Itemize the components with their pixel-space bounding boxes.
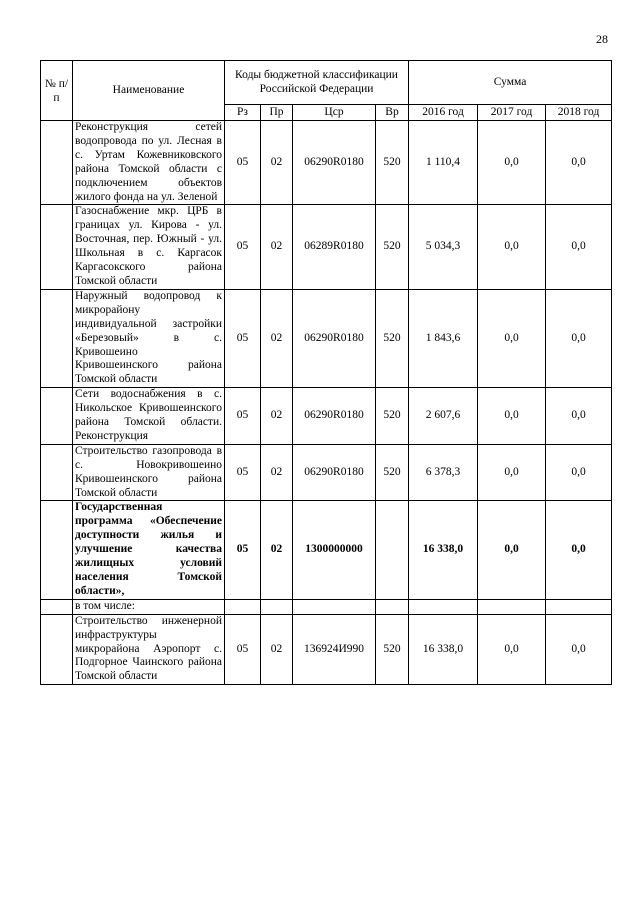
cell-csr: 06289R0180 xyxy=(293,205,376,289)
cell-pr: 02 xyxy=(261,388,293,445)
cell-csr: 06290R0180 xyxy=(293,388,376,445)
cell-vr: 520 xyxy=(376,444,409,501)
cell-y2018: 0,0 xyxy=(546,501,612,599)
cell-vr: 520 xyxy=(376,614,409,685)
cell-y2016: 16 338,0 xyxy=(409,614,478,685)
row-num-cell xyxy=(41,388,73,445)
cell-pr: 02 xyxy=(261,614,293,685)
cell-rz: 05 xyxy=(225,388,261,445)
cell-vr xyxy=(376,501,409,599)
row-num-cell xyxy=(41,444,73,501)
cell-y2016: 2 607,6 xyxy=(409,388,478,445)
cell-pr: 02 xyxy=(261,289,293,387)
header-vr: Вр xyxy=(376,105,409,121)
cell-name: Строительство инженерной инфраструктуры микрорайона Аэропорт с. Подгорное Чаинского района Томской области xyxy=(73,614,225,685)
cell-y2017: 0,0 xyxy=(478,121,546,205)
cell-csr: 06290R0180 xyxy=(293,289,376,387)
row-num-cell xyxy=(41,205,73,289)
table-row xyxy=(41,121,612,205)
cell-name: Государственная программа «Обеспечение доступности жилья и улучшение качества жилищных условий населения Томской области», xyxy=(73,501,225,599)
cell-y2016 xyxy=(409,599,478,614)
cell-name: Газоснабжение мкр. ЦРБ в границах ул. Кирова - ул. Восточная, пер. Южный - ул. Школьная в с. Каргасок Каргасокского района Томской области xyxy=(73,205,225,289)
cell-y2017: 0,0 xyxy=(478,388,546,445)
table-row xyxy=(41,501,612,599)
cell-y2016: 5 034,3 xyxy=(409,205,478,289)
cell-name: в том числе: xyxy=(73,599,225,614)
cell-pr: 02 xyxy=(261,205,293,289)
header-sum: Сумма xyxy=(409,61,612,105)
cell-vr: 520 xyxy=(376,205,409,289)
cell-csr: 06290R0180 xyxy=(293,121,376,205)
cell-rz: 05 xyxy=(225,289,261,387)
row-num-cell xyxy=(41,289,73,387)
cell-y2016: 1 843,6 xyxy=(409,289,478,387)
table-row xyxy=(41,444,612,501)
header-name: Наименование xyxy=(73,61,225,121)
header-codes: Коды бюджетной классификации Российской Федерации xyxy=(225,61,409,105)
cell-y2018: 0,0 xyxy=(546,121,612,205)
table-row xyxy=(41,388,612,445)
cell-name: Наружный водопровод к микрорайону индивидуальной застройки «Березовый» в с. Кривошеино Кривошеинского района Томской области xyxy=(73,289,225,387)
cell-y2017: 0,0 xyxy=(478,205,546,289)
cell-vr: 520 xyxy=(376,289,409,387)
cell-rz: 05 xyxy=(225,614,261,685)
header-2016: 2016 год xyxy=(409,105,478,121)
cell-y2017: 0,0 xyxy=(478,444,546,501)
cell-pr: 02 xyxy=(261,121,293,205)
table-row xyxy=(41,599,612,614)
cell-rz: 05 xyxy=(225,444,261,501)
cell-rz: 05 xyxy=(225,205,261,289)
cell-y2016: 16 338,0 xyxy=(409,501,478,599)
cell-vr xyxy=(376,599,409,614)
cell-csr: 136924И990 xyxy=(293,614,376,685)
cell-name: Сети водоснабжения в с. Никольское Кривошеинского района Томской области. Реконструкция xyxy=(73,388,225,445)
cell-name: Строительство газопровода в с. Новокривошеино Кривошеинского района Томской области xyxy=(73,444,225,501)
cell-rz xyxy=(225,599,261,614)
cell-rz: 05 xyxy=(225,121,261,205)
header-rz: Рз xyxy=(225,105,261,121)
row-num-cell xyxy=(41,501,73,599)
cell-y2016: 6 378,3 xyxy=(409,444,478,501)
cell-y2018: 0,0 xyxy=(546,205,612,289)
cell-pr: 02 xyxy=(261,501,293,599)
cell-y2017: 0,0 xyxy=(478,614,546,685)
row-num-cell xyxy=(41,121,73,205)
cell-y2016: 1 110,4 xyxy=(409,121,478,205)
cell-y2018: 0,0 xyxy=(546,388,612,445)
cell-vr: 520 xyxy=(376,388,409,445)
cell-csr xyxy=(293,599,376,614)
table-row xyxy=(41,289,612,387)
cell-pr: 02 xyxy=(261,444,293,501)
cell-y2018: 0,0 xyxy=(546,614,612,685)
cell-y2018: 0,0 xyxy=(546,289,612,387)
cell-y2017: 0,0 xyxy=(478,501,546,599)
header-2017: 2017 год xyxy=(478,105,546,121)
cell-rz: 05 xyxy=(225,501,261,599)
table-row xyxy=(41,205,612,289)
header-num: № п/п xyxy=(41,61,73,121)
cell-name: Реконструкция сетей водопровода по ул. Лесная в с. Уртам Кожевниковского района Томской области с подключением объектов жилого фонда на ул. Зеленой xyxy=(73,121,225,205)
budget-table xyxy=(40,60,612,685)
table-row xyxy=(41,614,612,685)
header-2018: 2018 год xyxy=(546,105,612,121)
cell-y2018 xyxy=(546,599,612,614)
cell-pr xyxy=(261,599,293,614)
header-pr: Пр xyxy=(261,105,293,121)
row-num-cell xyxy=(41,599,73,614)
cell-csr: 1300000000 xyxy=(293,501,376,599)
header-csr: Цср xyxy=(293,105,376,121)
row-num-cell xyxy=(41,614,73,685)
cell-y2017: 0,0 xyxy=(478,289,546,387)
cell-y2017 xyxy=(478,599,546,614)
page-number: 28 xyxy=(596,32,608,46)
cell-y2018: 0,0 xyxy=(546,444,612,501)
cell-csr: 06290R0180 xyxy=(293,444,376,501)
cell-vr: 520 xyxy=(376,121,409,205)
